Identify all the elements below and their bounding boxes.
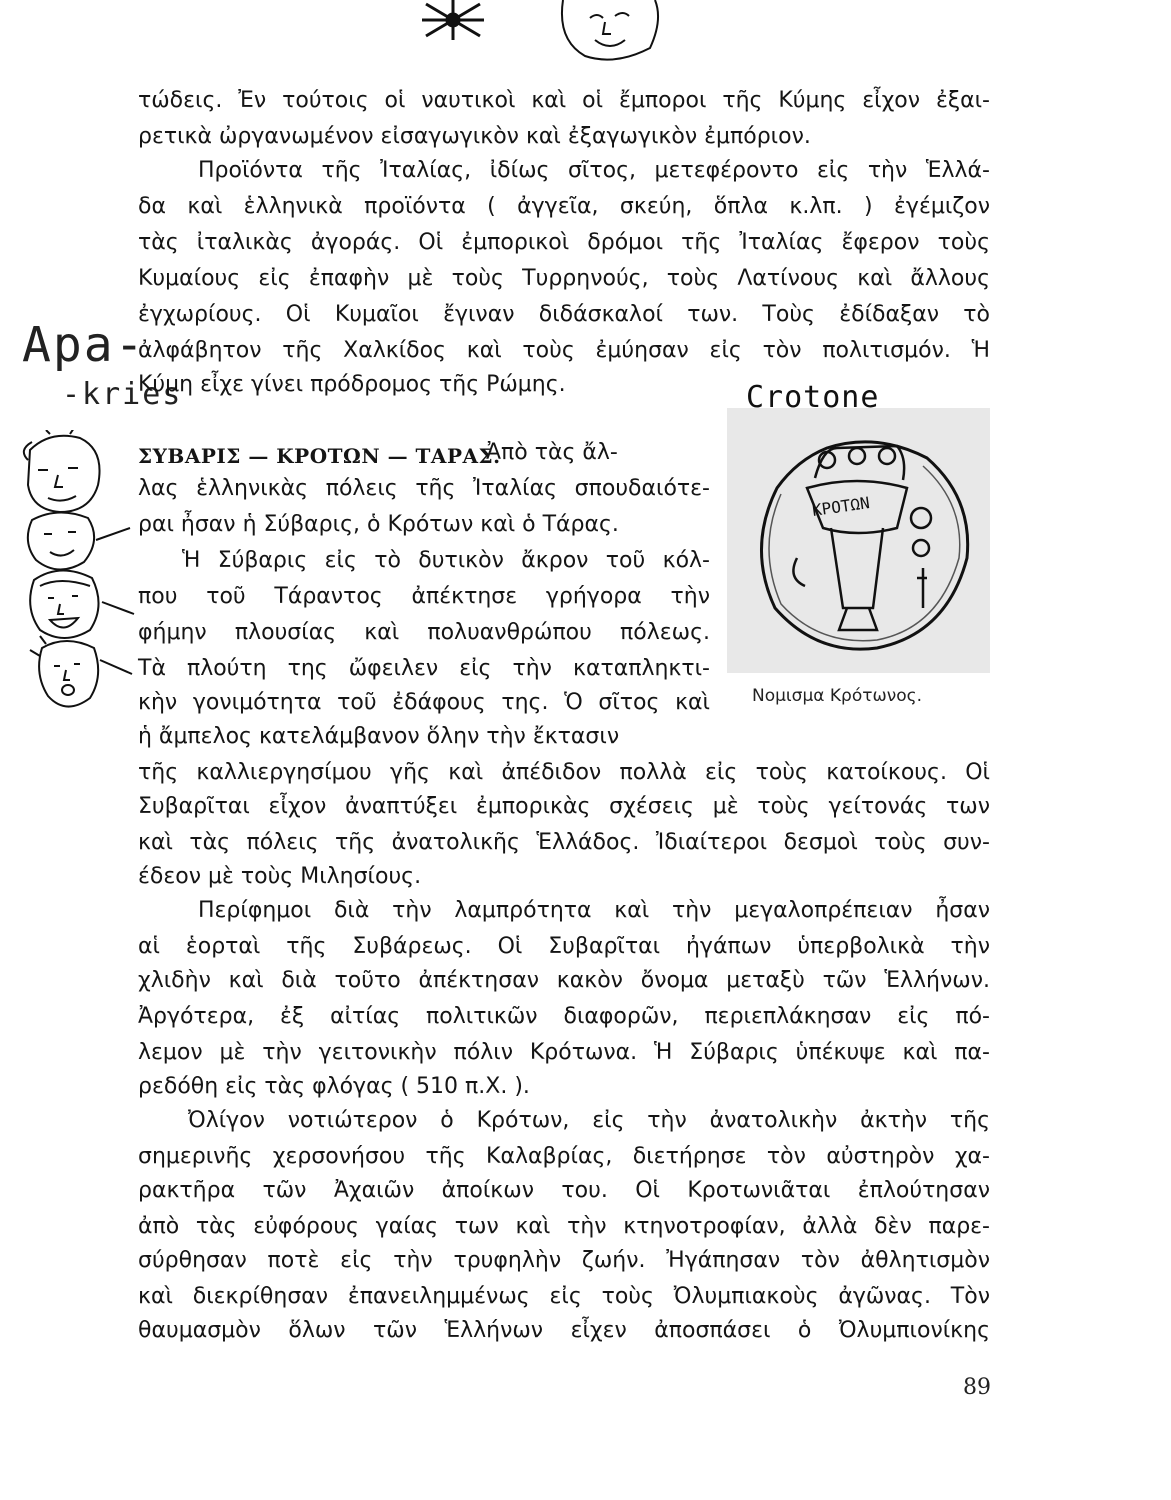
text-line: κὴν γονιμότητα τοῦ ἐδάφους της. Ὁ σῖτος καὶ: [138, 690, 710, 715]
text-line: Ἀπὸ τὰς ἄλ-: [486, 440, 618, 465]
text-line: ραι ἦσαν ἡ Σύβαρις, ὁ Κρότων καὶ ὁ Τάρας.: [138, 512, 619, 537]
page-number: 89: [963, 1375, 991, 1400]
text-line: που τοῦ Τάραντος ἀπέκτησε γρήγορα τὴν: [138, 584, 710, 609]
text-line: ἀλφάβητον τῆς Χαλκίδος καὶ τοὺς ἐμύησαν εἰς τὸν πολιτισμόν. Ἡ: [138, 338, 990, 363]
coin-drawing-icon: [727, 408, 990, 673]
text-line: τῆς καλλιεργησίμου γῆς καὶ ἀπέδιδον πολλὰ εἰς τοὺς κατοίκους. Οἱ: [138, 760, 990, 785]
text-line: δα καὶ ἑλληνικὰ προϊόντα ( ἀγγεῖα, σκεύη, ὅπλα κ.λπ. ) ἐγέμιζον: [138, 194, 990, 219]
faces-doodle-icon: [10, 430, 140, 720]
text-line: Κυμαίους εἰς ἐπαφὴν μὲ τοὺς Τυρρηνούς, τοὺς Λατίνους καὶ ἄλλους: [138, 266, 990, 291]
text-line: ἀπὸ τὰς εὐφόρους γαίας των καὶ τὴν κτηνοτροφίαν, ἀλλὰ δὲν παρε-: [138, 1214, 990, 1239]
coin-inscription: ΚΡΟΤΩΝ: [810, 493, 871, 520]
coin-image: [727, 408, 990, 673]
text-line: ρεδόθη εἰς τὰς φλόγας ( 510 π.Χ. ).: [138, 1074, 530, 1099]
text-line: ἡ ἄμπελος κατελάμβανον ὅλην τὴν ἔκτασιν: [138, 724, 620, 749]
text-line: καὶ τὰς πόλεις τῆς ἀνατολικῆς Ἑλλάδος. Ἰδιαίτεροι δεσμοὶ τοὺς συν-: [138, 830, 990, 855]
text-line: Ἡ Σύβαρις εἰς τὸ δυτικὸν ἄκρον τοῦ κόλ-: [182, 548, 710, 573]
text-line: Συβαρῖται εἶχον ἀναπτύξει ἐμπορικὰς σχέσεις μὲ τοὺς γείτονάς των: [138, 794, 990, 819]
text-line: Ὀλίγον νοτιώτερον ὁ Κρότων, εἰς τὴν ἀνατολικὴν ἀκτὴν τῆς: [188, 1108, 990, 1133]
text-line: ρετικὰ ὠργανωμένον εἰσαγωγικὸν καὶ ἐξαγωγικὸν ἐμπόριον.: [138, 124, 811, 149]
face-doodle-top-icon: [555, 0, 665, 62]
text-line: θαυμασμὸν ὅλων τῶν Ἑλλήνων εἶχεν ἀποσπάσει ὁ Ὀλυμπιονίκης: [138, 1318, 990, 1343]
text-line: Κύμη εἶχε γίνει πρόδρομος τῆς Ρώμης.: [138, 372, 566, 397]
text-line: Προϊόντα τῆς Ἰταλίας, ἰδίως σῖτος, μετεφέροντο εἰς τὴν Ἑλλά-: [198, 158, 990, 183]
text-line: ἐγχωρίους. Οἱ Κυμαῖοι ἔγιναν διδάσκαλοί των. Τοὺς ἐδίδαξαν τὸ: [138, 302, 990, 327]
snowflake-doodle-icon: [418, 0, 488, 40]
text-line: σημερινῆς χερσονήσου τῆς Καλαβρίας, διετήρησε τὸν αὐστηρὸν χα-: [138, 1144, 990, 1169]
text-line: Ἀργότερα, ἐξ αἰτίας πολιτικῶν διαφορῶν, περιεπλάκησαν εἰς πό-: [138, 1004, 990, 1029]
text-line: έδεον μὲ τοὺς Μιλησίους.: [138, 864, 422, 889]
text-line: τὰς ἰταλικὰς ἀγοράς. Οἱ ἐμπορικοὶ δρόμοι τῆς Ἰταλίας ἔφερον τοὺς: [138, 230, 990, 255]
text-line: φήμην πλουσίας καὶ πολυανθρώπου πόλεως.: [138, 620, 710, 645]
text-line: ρακτῆρα τῶν Ἀχαιῶν ἀποίκων του. Οἱ Κροτωνιᾶται ἐπλούτησαν: [138, 1178, 990, 1203]
text-line: λεμον μὲ τὴν γειτονικὴν πόλιν Κρότωνα. Ἡ Σύβαρις ὑπέκυψε καὶ πα-: [138, 1040, 990, 1065]
text-line: Περίφημοι διὰ τὴν λαμπρότητα καὶ τὴν μεγαλοπρέπειαν ἦσαν: [198, 898, 990, 923]
text-line: Τὰ πλούτη της ὤφειλεν εἰς τὴν καταπληκτι-: [138, 656, 710, 681]
margin-note-line1: Apa-: [22, 317, 146, 373]
text-line: χλιδὴν καὶ διὰ τοῦτο ἀπέκτησαν κακὸν ὄνομα μεταξὺ τῶν Ἑλλήνων.: [138, 968, 990, 993]
coin-handwritten-label: Crotone: [746, 380, 880, 415]
text-line: λας ἑλληνικὰς πόλεις τῆς Ἰταλίας σπουδαιότε-: [138, 476, 710, 501]
text-line: καὶ διεκρίθησαν ἐπανειλημμένως εἰς τοὺς Ὀλυμπιακοὺς ἀγῶνας. Τὸν: [138, 1284, 990, 1309]
text-line: σύρθησαν ποτὲ εἰς τὴν τρυφηλὴν ζωήν. Ἠγάπησαν τὸν ἀθλητισμὸν: [138, 1248, 990, 1273]
section-heading: ΣΥΒΑΡΙΣ — ΚΡΟΤΩΝ — ΤΑΡΑΣ.: [138, 444, 501, 468]
coin-caption: Νομισμα Κρότωνος.: [752, 686, 922, 706]
text-line: αἱ ἑορταὶ τῆς Συβάρεως. Οἱ Συβαρῖται ἠγάπων ὑπερβολικὰ τὴν: [138, 934, 990, 959]
margin-handwritten-note: [22, 317, 183, 412]
margin-note-line2: -kries: [62, 377, 183, 412]
text-line: τώδεις. Ἐν τούτοις οἱ ναυτικοὶ καὶ οἱ ἔμποροι τῆς Κύμης εἶχον ἐξαι-: [138, 88, 990, 113]
